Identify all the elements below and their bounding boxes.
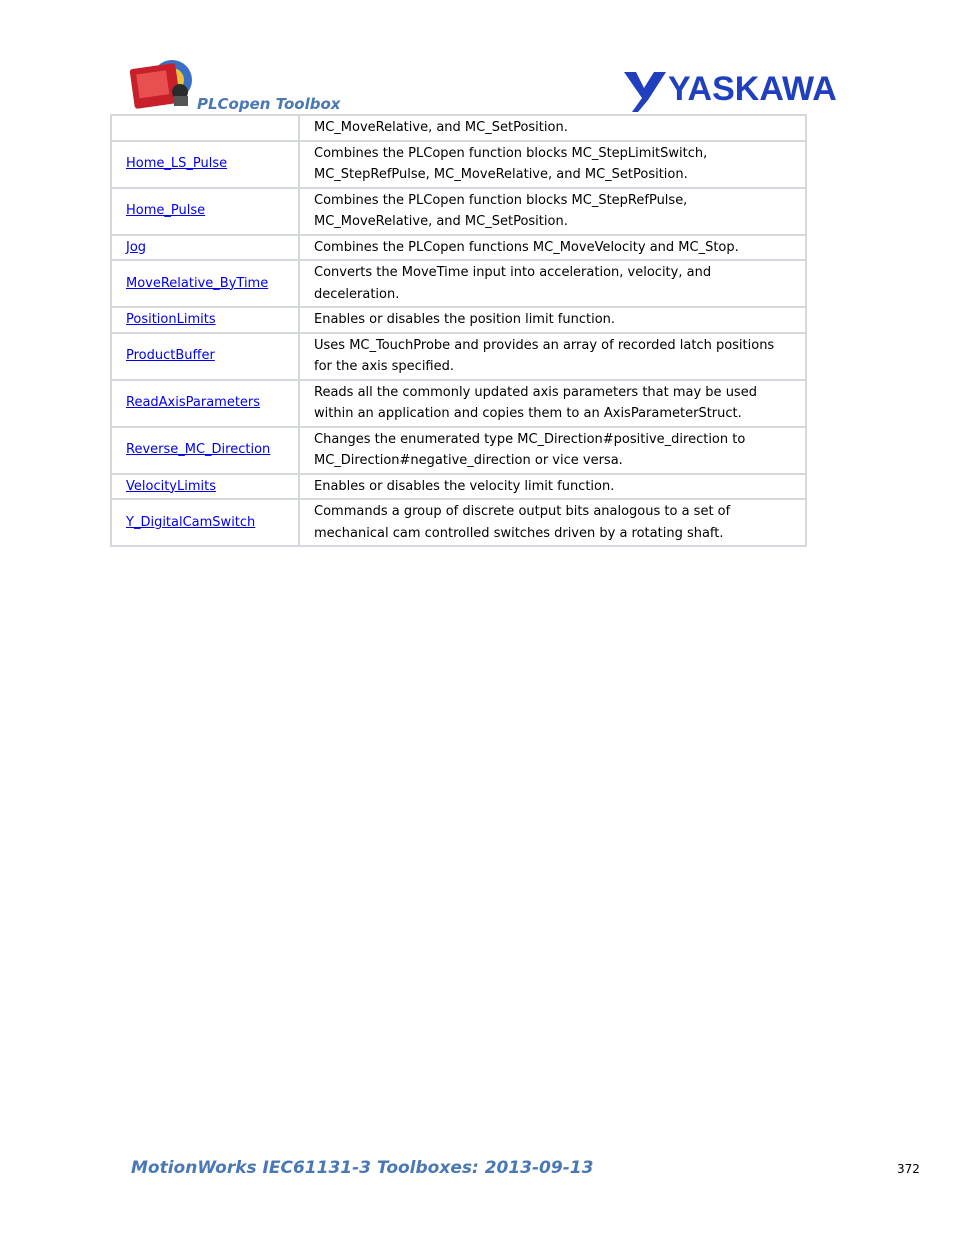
yaskawa-logo	[622, 66, 844, 112]
function-description: Uses MC_TouchProbe and provides an array of recorded latch positions for the axis specified.	[299, 333, 806, 380]
table-row	[111, 260, 806, 307]
table-row	[111, 141, 806, 188]
function-table	[110, 114, 807, 547]
table-row	[111, 333, 806, 380]
function-description: Enables or disables the velocity limit function.	[299, 474, 806, 500]
function-name-cell	[111, 499, 299, 546]
table-row	[111, 427, 806, 474]
function-description: MC_MoveRelative, and MC_SetPosition.	[299, 115, 806, 141]
function-name-cell	[111, 380, 299, 427]
table-row	[111, 307, 806, 333]
function-link[interactable]: Jog	[126, 239, 147, 255]
function-link[interactable]: ReadAxisParameters	[126, 395, 261, 411]
function-link[interactable]: MoveRelative_ByTime	[126, 275, 269, 291]
function-name-cell	[111, 427, 299, 474]
footer-title: MotionWorks IEC61131-3 Toolboxes: 2013-09-13	[131, 1158, 594, 1178]
function-description: Converts the MoveTime input into acceleration, velocity, and deceleration.	[299, 260, 806, 307]
function-name-cell	[111, 115, 299, 141]
function-link[interactable]: Y_DigitalCamSwitch	[126, 514, 256, 530]
function-name-cell	[111, 333, 299, 380]
page-number: 372	[897, 1162, 920, 1176]
function-link[interactable]: Reverse_MC_Direction	[126, 442, 271, 458]
function-description: Enables or disables the position limit function.	[299, 307, 806, 333]
function-name-cell	[111, 474, 299, 500]
table-row	[111, 474, 806, 500]
function-link[interactable]: VelocityLimits	[126, 478, 216, 494]
table-row	[111, 188, 806, 235]
function-link[interactable]: Home_Pulse	[126, 203, 206, 219]
table-row	[111, 499, 806, 546]
function-name-cell	[111, 188, 299, 235]
brand-name: YASKAWA	[668, 70, 837, 108]
table-row	[111, 380, 806, 427]
function-name-cell	[111, 141, 299, 188]
function-name-cell	[111, 260, 299, 307]
function-description: Combines the PLCopen function blocks MC_StepRefPulse, MC_MoveRelative, and MC_SetPosition.	[299, 188, 806, 235]
function-description: Combines the PLCopen function blocks MC_StepLimitSwitch, MC_StepRefPulse, MC_MoveRelative, and MC_SetPosition.	[299, 141, 806, 188]
table-row	[111, 115, 806, 141]
function-name-cell	[111, 307, 299, 333]
function-name-cell	[111, 235, 299, 261]
function-link[interactable]: PositionLimits	[126, 312, 216, 327]
function-description: Reads all the commonly updated axis parameters that may be used within an application and copies them to an AxisParameterStruct.	[299, 380, 806, 427]
function-description: Commands a group of discrete output bits analogous to a set of mechanical cam controlled switches driven by a rotating shaft.	[299, 499, 806, 546]
table-row	[111, 235, 806, 261]
function-link[interactable]: Home_LS_Pulse	[126, 156, 228, 172]
function-link[interactable]: ProductBuffer	[126, 348, 215, 364]
function-description: Changes the enumerated type MC_Direction#positive_direction to MC_Direction#negative_direction or vice versa.	[299, 427, 806, 474]
header-title: PLCopen Toolbox	[197, 95, 341, 113]
function-description: Combines the PLCopen functions MC_MoveVelocity and MC_Stop.	[299, 235, 806, 261]
plcopen-toolbox-logo-icon	[128, 56, 200, 112]
